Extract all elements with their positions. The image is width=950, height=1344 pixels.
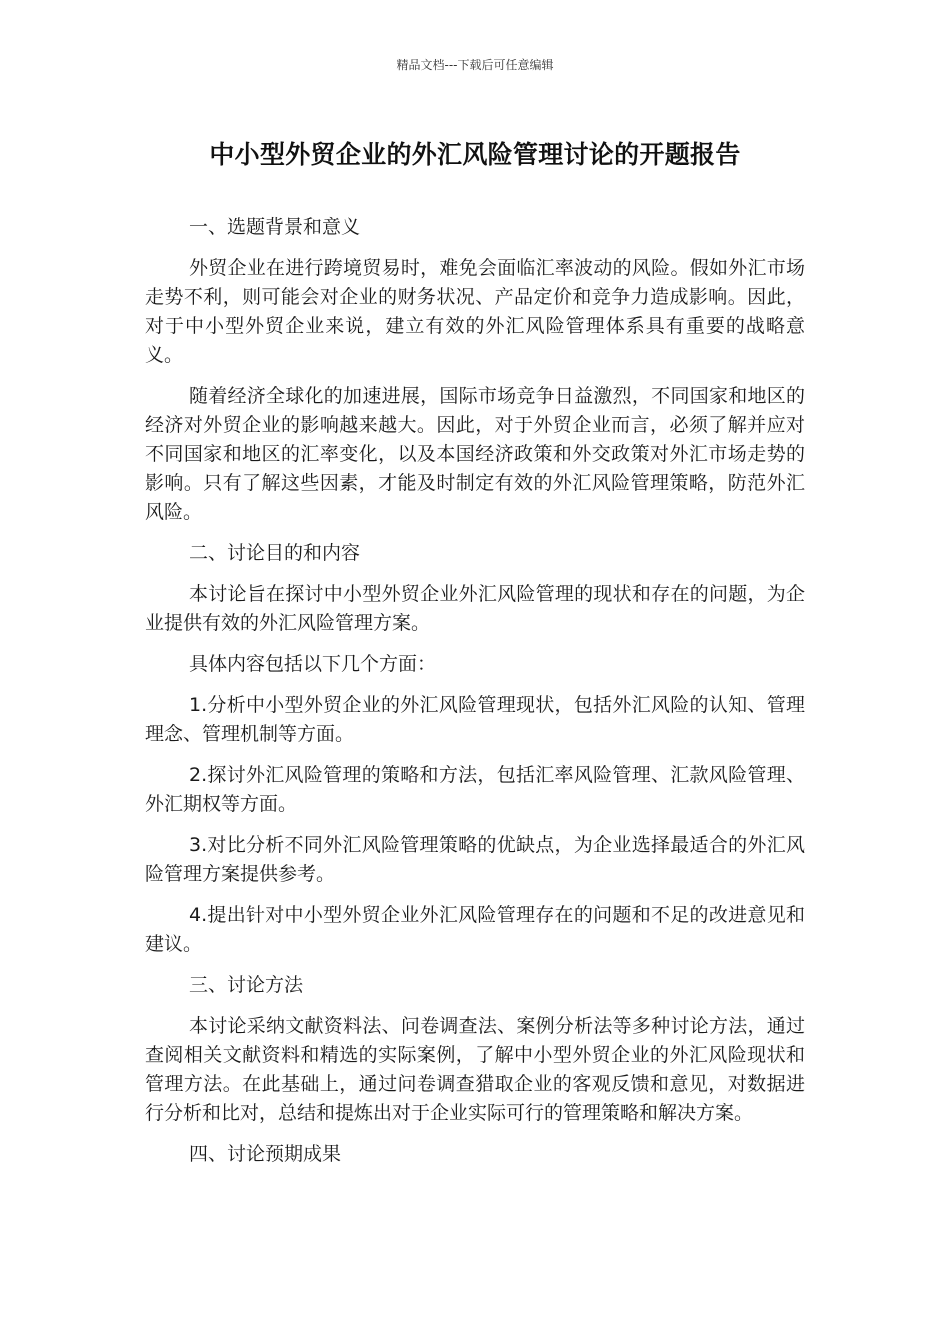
list-item: 1.分析中小型外贸企业的外汇风险管理现状，包括外汇风险的认知、管理理念、管理机制等方面。 [145, 694, 805, 745]
paragraph: 随着经济全球化的加速进展，国际市场竞争日益激烈，不同国家和地区的经济对外贸企业的影响越来越大。因此，对于外贸企业而言，必须了解并应对不同国家和地区的汇率变化，以及本国经济政策和外交政策对外汇市场走势的影响。只有了解这些因素，才能及时制定有效的外汇风险管理策略，防范外汇风险。 [145, 385, 805, 523]
section-heading-purpose: 二、讨论目的和内容 [189, 542, 361, 564]
section-heading-expected-results: 四、讨论预期成果 [189, 1143, 342, 1165]
list-item: 2.探讨外汇风险管理的策略和方法，包括汇率风险管理、汇款风险管理、外汇期权等方面。 [145, 764, 805, 815]
paragraph: 本讨论旨在探讨中小型外贸企业外汇风险管理的现状和存在的问题，为企业提供有效的外汇风险管理方案。 [145, 583, 805, 634]
list-item: 4.提出针对中小型外贸企业外汇风险管理存在的问题和不足的改进意见和建议。 [145, 904, 805, 955]
list-item: 3.对比分析不同外汇风险管理策略的优缺点，为企业选择最适合的外汇风险管理方案提供参考。 [145, 834, 805, 885]
document-body [145, 213, 805, 1181]
header-note: 精品文档---下载后可任意编辑 [396, 58, 554, 72]
paragraph: 具体内容包括以下几个方面： [189, 653, 437, 675]
paragraph: 外贸企业在进行跨境贸易时，难免会面临汇率波动的风险。假如外汇市场走势不利，则可能会对企业的财务状况、产品定价和竞争力造成影响。因此，对于中小型外贸企业来说，建立有效的外汇风险管理体系具有重要的战略意义。 [145, 257, 805, 366]
document-title: 中小型外贸企业的外汇风险管理讨论的开题报告 [209, 140, 741, 169]
paragraph: 本讨论采纳文献资料法、问卷调查法、案例分析法等多种讨论方法，通过查阅相关文献资料和精选的实际案例，了解中小型外贸企业的外汇风险现状和管理方法。在此基础上，通过问卷调查猎取企业的客观反馈和意见，对数据进行分析和比对，总结和提炼出对于企业实际可行的管理策略和解决方案。 [145, 1015, 805, 1124]
section-heading-method: 三、讨论方法 [189, 974, 304, 996]
section-heading-background: 一、选题背景和意义 [189, 216, 361, 238]
